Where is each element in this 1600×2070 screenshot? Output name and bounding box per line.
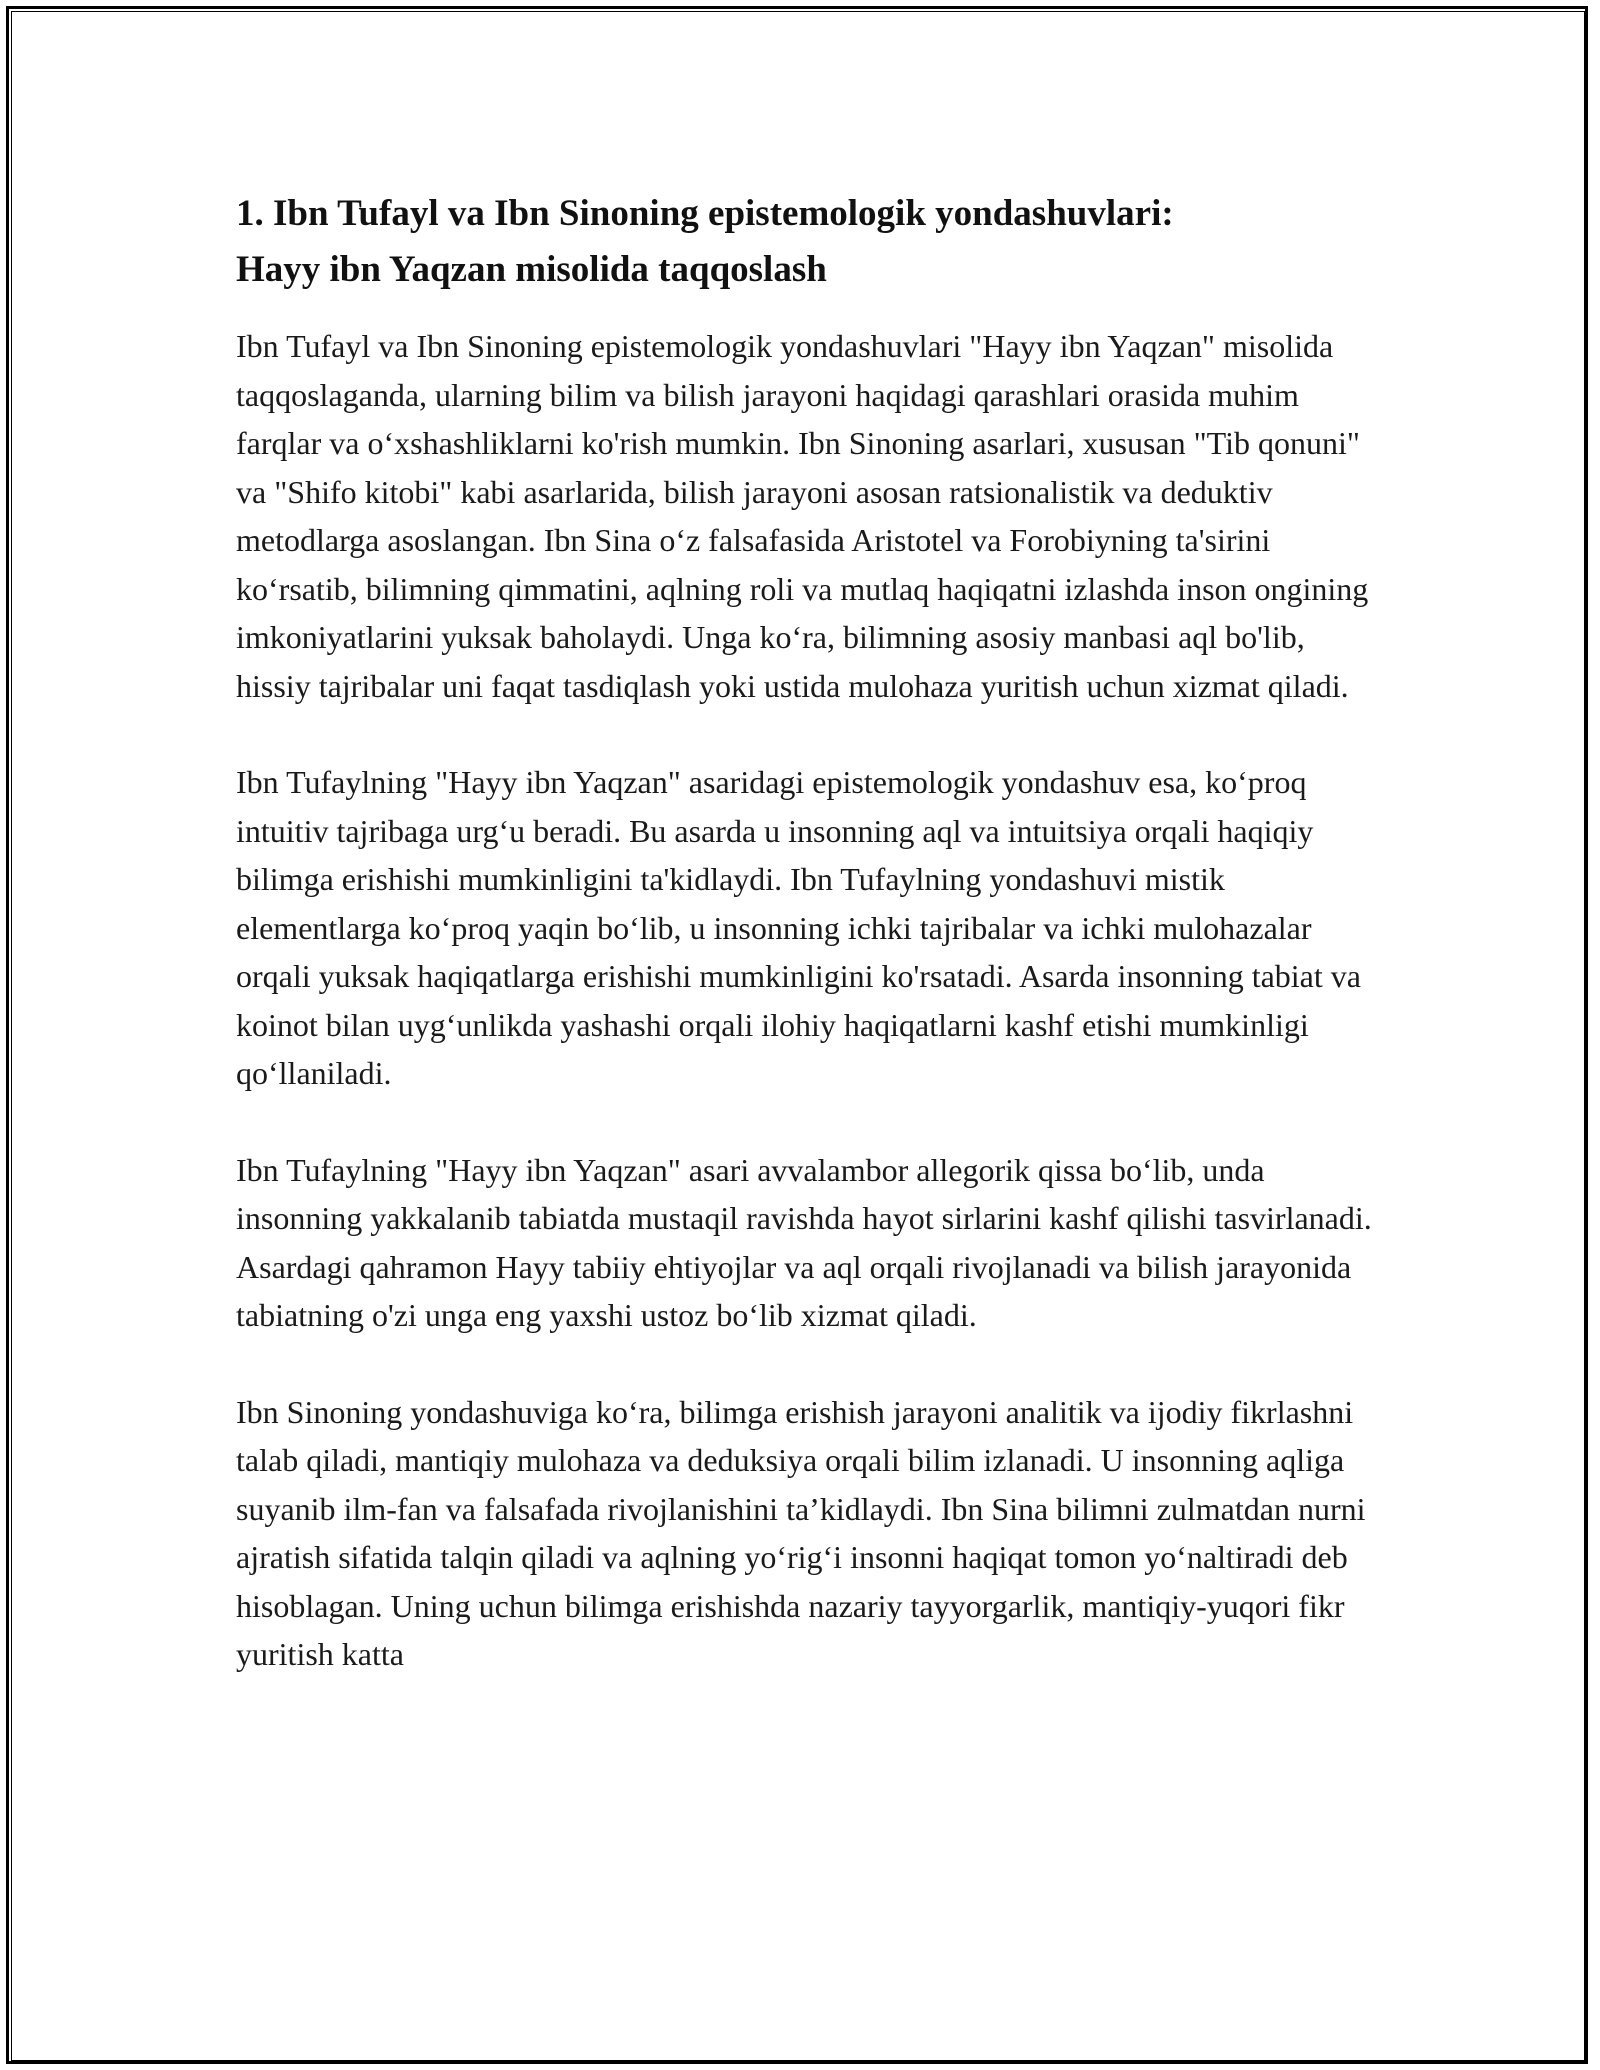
section-heading	[236, 186, 1376, 298]
section-heading-line1: 1. Ibn Tufayl va Ibn Sinoning epistemologik yondashuvlari:	[236, 193, 1174, 234]
paragraph-2: Ibn Tufaylning "Hayy ibn Yaqzan" asaridagi epistemologik yondashuv esa, koʻproq intuitiv tajribaga urgʻu beradi. Bu asarda u insonning aql va intuitsiya orqali haqiqiy bilimga erishishi mumkinligini ta'kidlaydi. Ibn Tufaylning yondashuvi mistik elementlarga koʻproq yaqin boʻlib, u insonning ichki tajribalar va ichki mulohazalar orqali yuksak haqiqatlarga erishishi mumkinligini ko'rsatadi. Asarda insonning tabiat va koinot bilan uygʻunlikda yashashi orqali ilohiy haqiqatlarni kashf etishi mumkinligi qoʻllaniladi.	[236, 764, 1361, 1091]
section-heading-line2: Hayy ibn Yaqzan misolida taqqoslash	[236, 249, 827, 290]
paragraph-3: Ibn Tufaylning "Hayy ibn Yaqzan" asari avvalambor allegorik qissa boʻlib, unda insonning yakkalanib tabiatda mustaqil ravishda hayot sirlarini kashf qilishi tasvirlanadi. Asardagi qahramon Hayy tabiiy ehtiyojlar va aql orqali rivojlanadi va bilish jarayonida tabiatning o'zi unga eng yaxshi ustoz boʻlib xizmat qiladi.	[236, 1151, 1372, 1333]
paragraph-4: Ibn Sinoning yondashuviga koʻra, bilimga erishish jarayoni analitik va ijodiy fikrlashni talab qiladi, mantiqiy mulohaza va deduksiya orqali bilim izlanadi. U insonning aqliga suyanib ilm-fan va falsafada rivojlanishini ta’kidlaydi. Ibn Sina bilimni zulmatdan nurni ajratish sifatida talqin qiladi va aqlning yoʻrigʻi insonni haqiqat tomon yoʻnaltiradi deb hisoblagan. Uning uchun bilimga erishishda nazariy tayyorgarlik, mantiqiy-yuqori fikr yuritish katta	[236, 1393, 1366, 1672]
document-body	[236, 186, 1376, 1727]
paragraph-1: Ibn Tufayl va Ibn Sinoning epistemologik yondashuvlari "Hayy ibn Yaqzan" misolida taqqoslaganda, ularning bilim va bilish jarayoni haqidagi qarashlari orasida muhim farqlar va oʻxshashliklarni ko'rish mumkin. Ibn Sinoning asarlari, xususan "Tib qonuni" va "Shifo kitobi" kabi asarlarida, bilish jarayoni asosan ratsionalistik va deduktiv metodlarga asoslangan. Ibn Sina oʻz falsafasida Aristotel va Forobiyning ta'sirini koʻrsatib, bilimning qimmatini, aqlning roli va mutlaq haqiqatni izlashda inson ongining imkoniyatlarini yuksak baholaydi. Unga koʻra, bilimning asosiy manbasi aql bo'lib, hissiy tajribalar uni faqat tasdiqlash yoki ustida mulohaza yuritish uchun xizmat qiladi.	[236, 328, 1369, 704]
